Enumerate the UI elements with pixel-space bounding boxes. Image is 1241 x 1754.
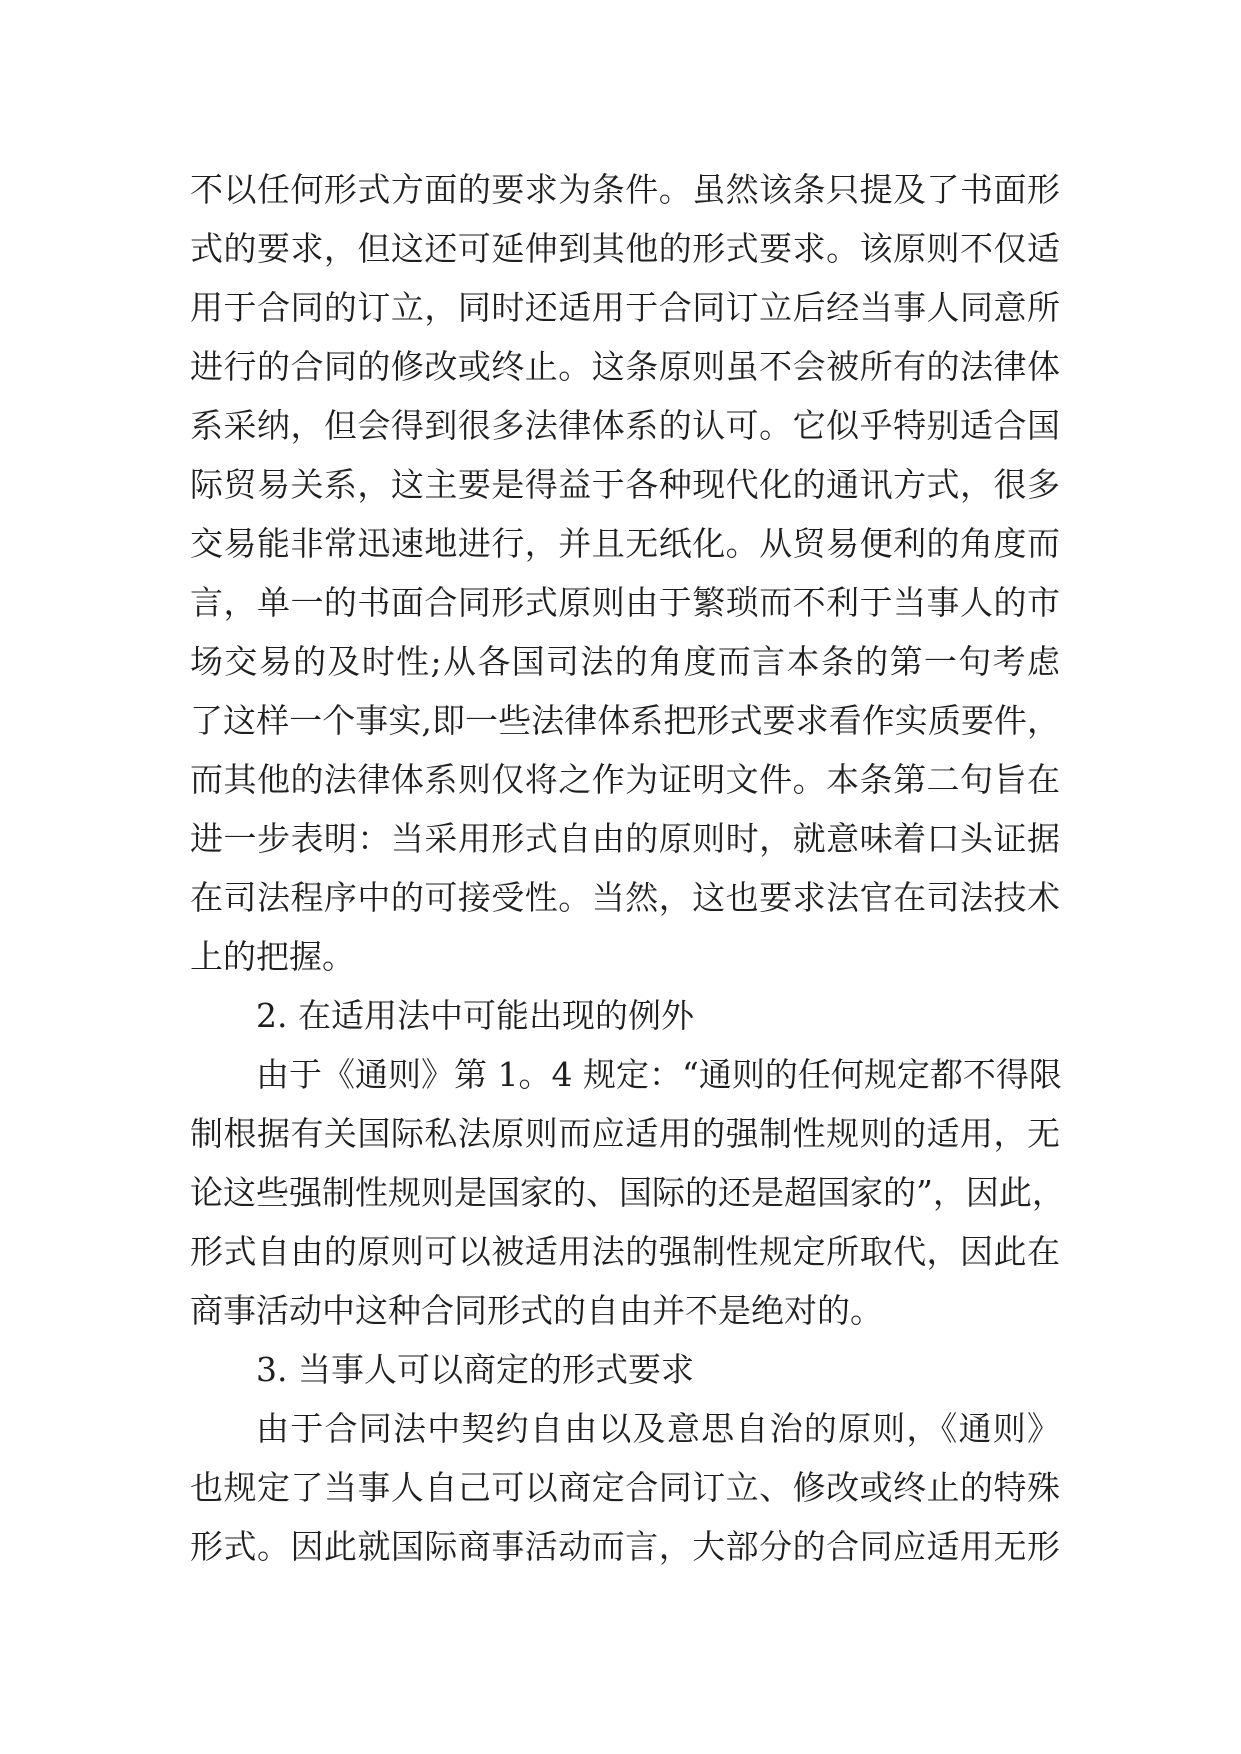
section-heading-2: 2. 在适用法中可能出现的例外 (256, 996, 694, 1035)
text-line: 形式。因此就国际商事活动而言，大部分的合同应适用无形 (190, 1527, 1060, 1566)
text-line: 商事活动中这种合同形式的自由并不是绝对的。 (190, 1291, 883, 1330)
document-body (190, 160, 1065, 1576)
text-line: 不以任何形式方面的要求为条件。虽然该条只提及了书面形 (190, 170, 1060, 209)
text-line: 形式自由的原则可以被适用法的强制性规定所取代，因此在 (190, 1232, 1060, 1271)
text-line: 也规定了当事人自己可以商定合同订立、修改或终止的特殊 (190, 1468, 1060, 1507)
text-line: 式的要求，但这还可延伸到其他的形式要求。该原则不仅适 (190, 229, 1060, 268)
text-line: 进一步表明：当采用形式自由的原则时，就意味着口头证据 (190, 819, 1060, 858)
section-heading-3: 3. 当事人可以商定的形式要求 (256, 1350, 694, 1389)
text-line: 系采纳，但会得到很多法律体系的认可。它似乎特别适合国 (190, 406, 1060, 445)
text-line: 由于合同法中契约自由以及意思自治的原则，《通则》 (256, 1409, 1060, 1448)
text-line: 进行的合同的修改或终止。这条原则虽不会被所有的法律体 (190, 347, 1060, 386)
text-line: 际贸易关系，这主要是得益于各种现代化的通讯方式，很多 (190, 465, 1060, 504)
text-line: 由于《通则》第 1。4 规定：“通则的任何规定都不得限 (256, 1055, 1062, 1094)
text-line: 制根据有关国际私法原则而应适用的强制性规则的适用，无 (190, 1114, 1060, 1153)
text-line: 了这样一个事实,即一些法律体系把形式要求看作实质要件， (190, 701, 1060, 740)
paragraph-3 (190, 1399, 1060, 1576)
paragraph-2 (190, 1045, 1065, 1340)
text-line: 而其他的法律体系则仅将之作为证明文件。本条第二句旨在 (190, 760, 1060, 799)
text-line: 在司法程序中的可接受性。当然，这也要求法官在司法技术 (190, 878, 1060, 917)
text-line: 言，单一的书面合同形式原则由于繁琐而不利于当事人的市 (190, 583, 1060, 622)
text-line: 场交易的及时性;从各国司法的角度而言本条的第一句考虑 (190, 642, 1060, 681)
text-line: 交易能非常迅速地进行，并且无纸化。从贸易便利的角度而 (190, 524, 1060, 563)
paragraph-1 (190, 160, 1060, 986)
text-line: 论这些强制性规则是国家的、国际的还是超国家的”，因此， (190, 1173, 1065, 1212)
text-line: 上的把握。 (190, 937, 355, 976)
text-line: 用于合同的订立，同时还适用于合同订立后经当事人同意所 (190, 288, 1060, 327)
